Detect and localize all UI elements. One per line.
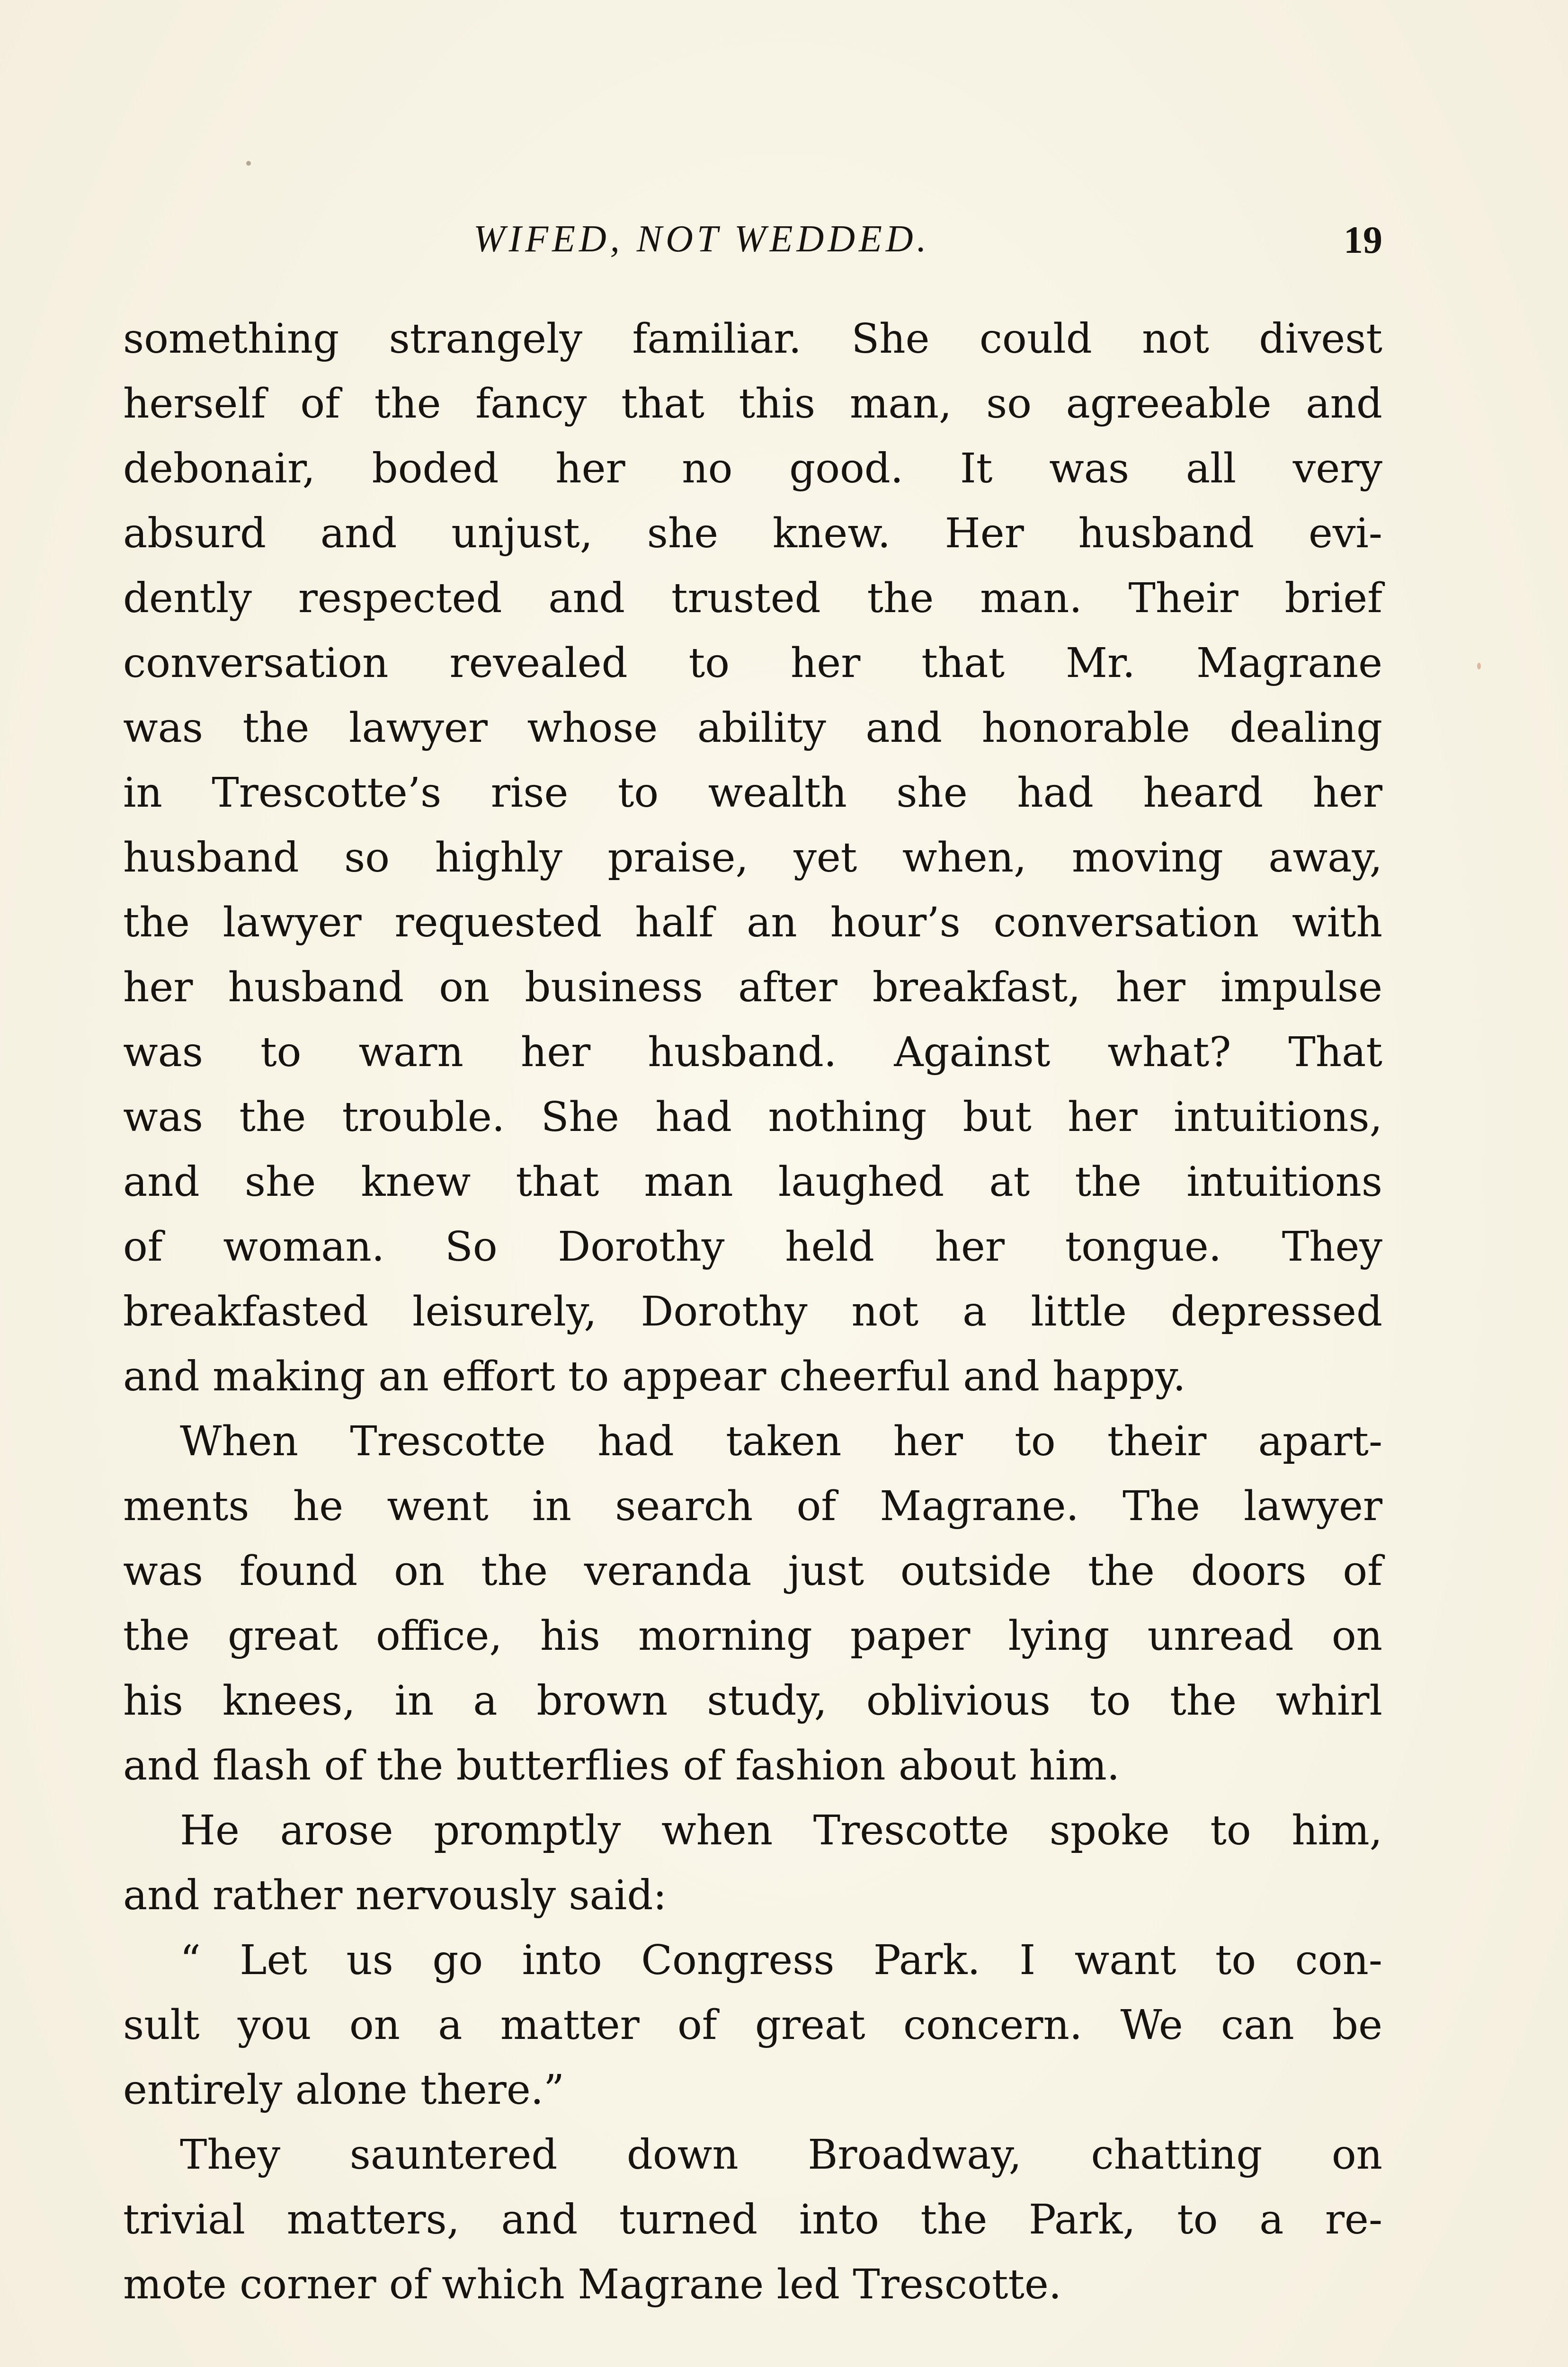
text-line: entirely alone there.” <box>123 2066 565 2114</box>
text-line: and making an effort to appear cheerful and happy. <box>123 1353 1186 1400</box>
body-text <box>123 307 1382 2317</box>
text-line: her husband on business after breakfast, her impulse <box>123 964 1382 1011</box>
text-line: conversation revealed to her that Mr. Magrane <box>123 640 1382 687</box>
text-line: trivial matters, and turned into the Park, to a re- <box>123 2196 1382 2243</box>
text-line: ments he went in search of Magrane. The lawyer <box>123 1483 1382 1530</box>
text-line: something strangely familiar. She could not divest <box>123 315 1382 363</box>
text-line: breakfasted leisurely, Dorothy not a little depressed <box>123 1288 1382 1335</box>
text-line: debonair, boded her no good. It was all very <box>123 445 1382 492</box>
text-line: of woman. So Dorothy held her tongue. They <box>123 1223 1382 1271</box>
text-line: absurd and unjust, she knew. Her husband evi- <box>123 510 1382 557</box>
text-line: husband so highly praise, yet when, moving away, <box>123 834 1382 881</box>
paper-speck <box>246 161 251 166</box>
text-line: “ Let us go into Congress Park. I want to con- <box>180 1937 1382 1984</box>
text-line: and rather nervously said: <box>123 1872 667 1919</box>
text-line: his knees, in a brown study, oblivious to the whirl <box>123 1677 1382 1725</box>
text-line: When Trescotte had taken her to their apart- <box>180 1418 1382 1465</box>
text-line: in Trescotte’s rise to wealth she had heard her <box>123 769 1382 817</box>
text-line: was to warn her husband. Against what? That <box>123 1029 1382 1076</box>
text-line: They sauntered down Broadway, chatting on <box>180 2131 1382 2179</box>
text-line: sult you on a matter of great concern. We can be <box>123 2002 1382 2049</box>
text-line: He arose promptly when Trescotte spoke to him, <box>180 1807 1382 1854</box>
page-header <box>123 208 1382 260</box>
text-line: and flash of the butterflies of fashion about him. <box>123 1742 1120 1789</box>
text-line: the lawyer requested half an hour’s conversation with <box>123 899 1382 946</box>
text-line: mote corner of which Magrane led Trescotte. <box>123 2261 1062 2308</box>
text-line: and she knew that man laughed at the intuitions <box>123 1158 1382 1206</box>
page-number: 19 <box>1344 218 1382 261</box>
text-line: dently respected and trusted the man. Their brief <box>123 575 1382 622</box>
text-line: herself of the fancy that this man, so agreeable and <box>123 380 1382 427</box>
text-line: was found on the veranda just outside the doors of <box>123 1548 1382 1595</box>
text-line: was the lawyer whose ability and honorable dealing <box>123 704 1382 752</box>
text-line: the great office, his morning paper lying unread on <box>123 1612 1382 1660</box>
running-head: WIFED, NOT WEDDED. <box>473 218 930 260</box>
text-line: was the trouble. She had nothing but her intuitions, <box>123 1094 1382 1141</box>
paper-speck <box>1477 663 1481 669</box>
